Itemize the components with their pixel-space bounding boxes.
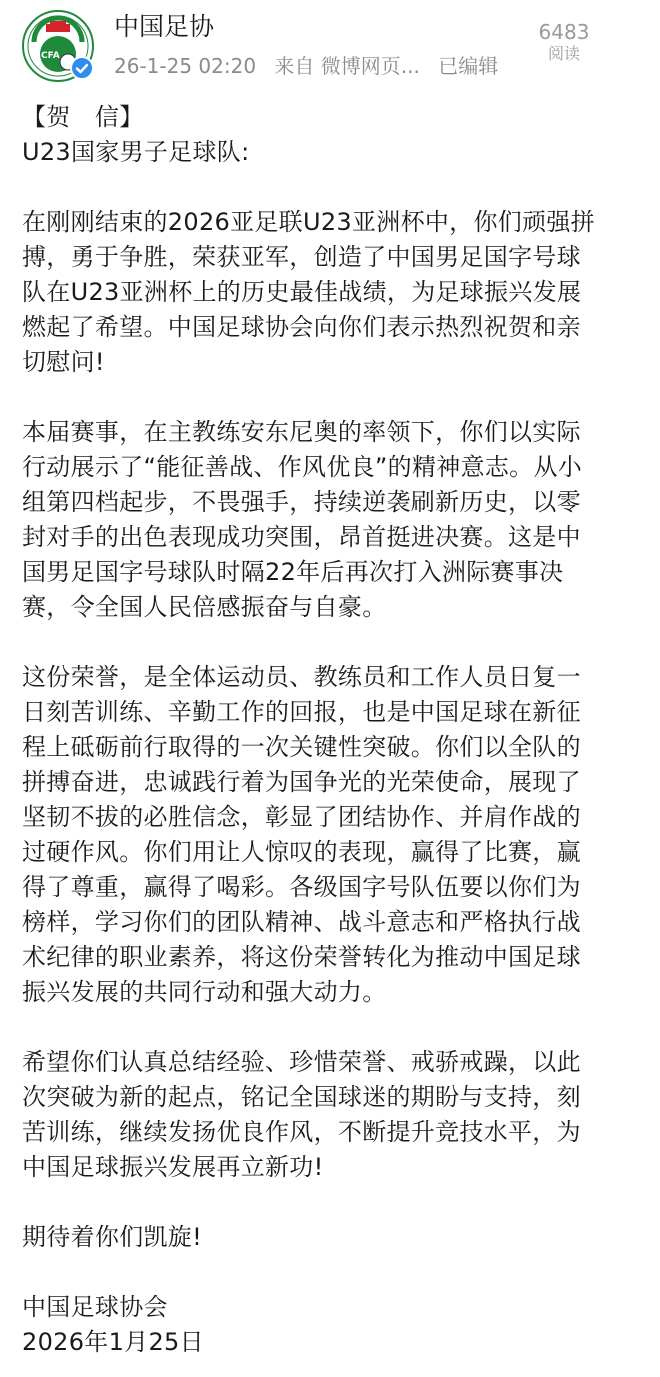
- svg-text:CFA: CFA: [41, 51, 60, 61]
- read-count: [524, 20, 604, 64]
- post-body: [22, 100, 640, 1360]
- paragraph-1: [22, 205, 640, 380]
- edited-label[interactable]: 已编辑: [438, 54, 499, 78]
- text-line: 搏，勇于争胜，荣获亚军，创造了中国男足国字号球: [22, 243, 581, 271]
- text-line: 术纪律的职业素养，将这份荣誉转化为推动中国足球: [22, 943, 581, 971]
- text-line: 切慰问!: [22, 348, 105, 376]
- read-count-label: 阅读: [547, 44, 580, 63]
- post-meta: [114, 52, 498, 80]
- text-line: 次突破为新的起点，铭记全国球迷的期盼与支持，刻: [22, 1083, 581, 1111]
- text-line: 燃起了希望。中国足球协会向你们表示热烈祝贺和亲: [22, 313, 581, 341]
- paragraph-4: [22, 1045, 640, 1185]
- text-line: 封对手的出色表现成功突围，昂首挺进决赛。这是中: [22, 523, 581, 551]
- text-line: 坚韧不拔的必胜信念，彰显了团结协作、并肩作战的: [22, 803, 581, 831]
- text-line: 在刚刚结束的2026亚足联U23亚洲杯中，你们顽强拼: [22, 208, 595, 236]
- text-line: 队在U23亚洲杯上的历史最佳战绩，为足球振兴发展: [22, 278, 582, 306]
- text-line: 行动展示了“能征善战、作风优良”的精神意志。从小: [22, 453, 583, 481]
- read-count-value: 6483: [538, 20, 590, 44]
- text-line: 日刻苦训练、辛勤工作的回报，也是中国足球在新征: [22, 698, 581, 726]
- text-line: 得了尊重，赢得了喝彩。各级国字号队伍要以你们为: [22, 873, 581, 901]
- verified-badge-icon: [70, 56, 94, 80]
- post-source[interactable]: 来自 微博网页...: [274, 54, 420, 78]
- text-line: 榜样，学习你们的团队精神、战斗意志和严格执行战: [22, 908, 581, 936]
- text-line: 国男足国字号球队时隔22年后再次打入洲际赛事决: [22, 558, 564, 586]
- text-line: 组第四档起步，不畏强手，持续逆袭刷新历史，以零: [22, 488, 581, 516]
- paragraph-2: [22, 415, 640, 625]
- text-line: 本届赛事，在主教练安东尼奥的率领下，你们以实际: [22, 418, 581, 446]
- text-line: 程上砥砺前行取得的一次关键性突破。你们以全队的: [22, 733, 581, 761]
- text-line: 过硬作风。你们用让人惊叹的表现，赢得了比赛，赢: [22, 838, 581, 866]
- letter-salutation: U23国家男子足球队:: [22, 138, 250, 166]
- account-name[interactable]: 中国足协: [114, 12, 215, 41]
- letter-closing: 期待着你们凯旋!: [22, 1223, 203, 1251]
- text-line: 赛，令全国人民倍感振奋与自豪。: [22, 593, 387, 621]
- text-line: 振兴发展的共同行动和强大动力。: [22, 978, 387, 1006]
- letter-signature: 中国足球协会: [22, 1293, 168, 1321]
- letter-title: 【贺 信】: [22, 103, 144, 131]
- letter-date: 2026年1月25日: [22, 1328, 204, 1356]
- paragraph-3: [22, 660, 640, 1010]
- text-line: 这份荣誉，是全体运动员、教练员和工作人员日复一: [22, 663, 581, 691]
- text-line: 希望你们认真总结经验、珍惜荣誉、戒骄戒躁，以此: [22, 1048, 581, 1076]
- text-line: 拼搏奋进，忠诚践行着为国争光的光荣使命，展现了: [22, 768, 581, 796]
- text-line: 中国足球振兴发展再立新功!: [22, 1153, 324, 1181]
- post-date: 26-1-25 02:20: [114, 54, 257, 78]
- post-header: [0, 0, 660, 92]
- text-line: 苦训练，继续发扬优良作风，不断提升竞技水平，为: [22, 1118, 581, 1146]
